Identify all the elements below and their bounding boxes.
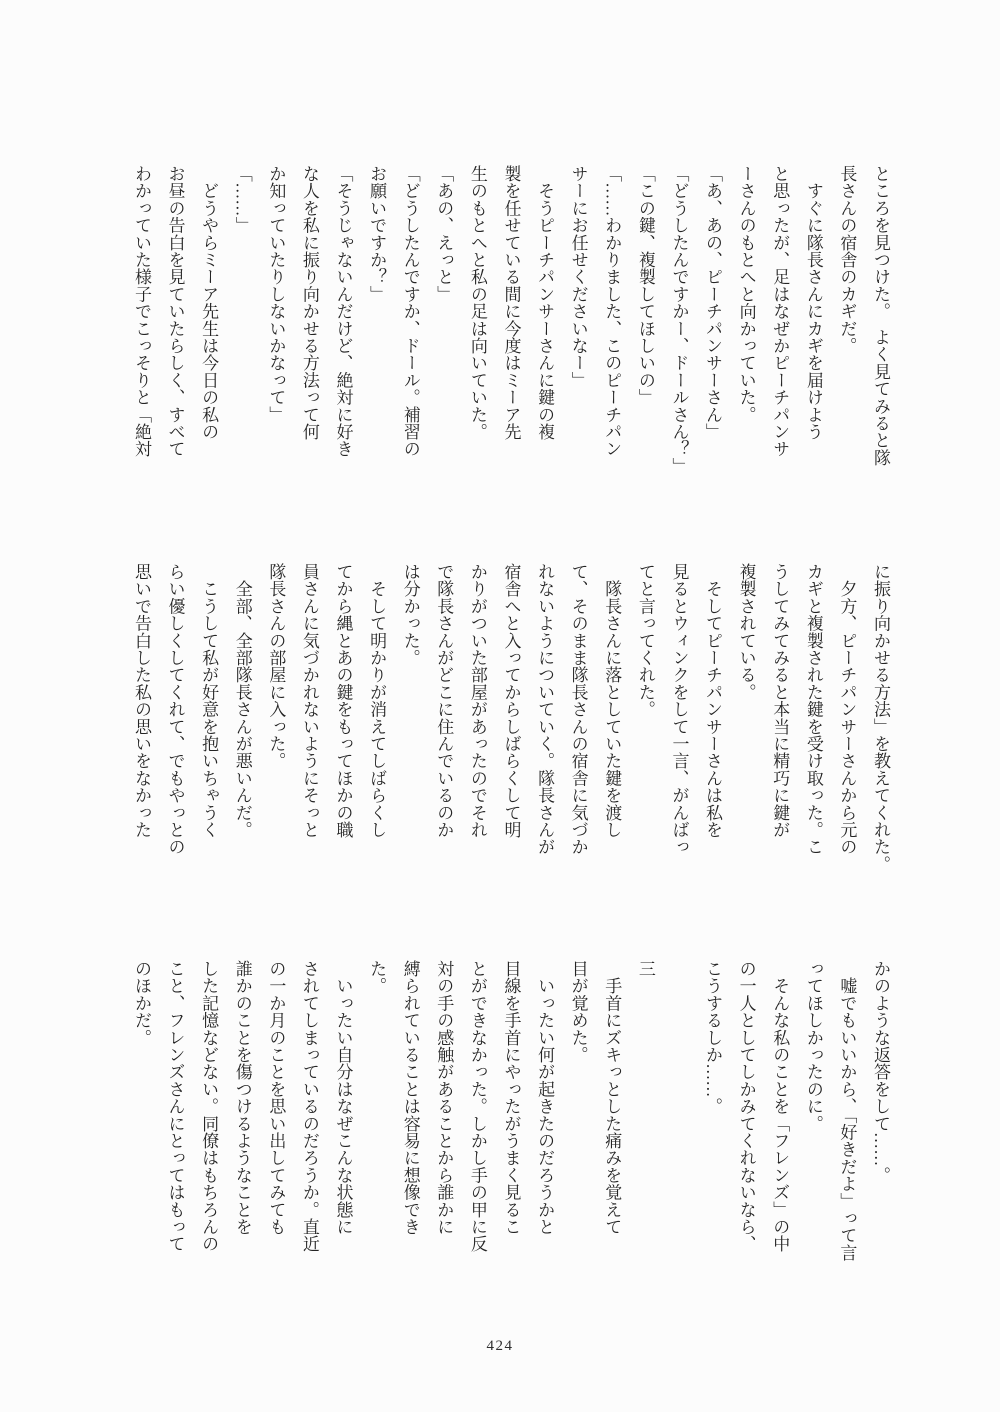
text-column: いったい何が起きたのだろうかと: [535, 960, 555, 1236]
text-column: れないようについていく。隊長さんが: [535, 563, 555, 856]
text-column: うしてみてみると本当に精巧に鍵が: [770, 563, 790, 839]
text-column: されてしまっているのだろうか。直近: [299, 960, 319, 1253]
text-column: のほかだ。: [131, 960, 151, 1046]
text-column: 長さんの宿舎のカギだ。: [837, 165, 857, 355]
text-column: そしてピーチパンサーさんは私を: [703, 563, 723, 839]
text-column: 嘘でもいいから、「好きだよ」って言: [837, 960, 857, 1262]
text-section-2: [100, 563, 897, 903]
text-column: てと言ってくれた。: [635, 563, 655, 718]
text-column: 宿舎へと入ってからしばらくして明: [501, 563, 521, 839]
text-column: 「そうじゃないんだけど、絶対に好き: [333, 165, 353, 458]
text-column: で隊長さんがどこに住んでいるのか: [434, 563, 454, 839]
text-column: に振り向かせる方法」を教えてくれた。: [871, 563, 890, 873]
text-column: 三: [635, 960, 655, 978]
text-column: の一人としてしかみてくれないなら、: [736, 960, 756, 1253]
text-column: 「どうしたんですかー、ドールさん？」: [669, 165, 689, 475]
text-column: た。: [367, 960, 387, 995]
text-column: な人を私に振り向かせる方法って何: [299, 165, 319, 441]
text-column: こと、フレンズさんにとってはもって: [165, 960, 185, 1253]
text-column: の一か月のことを思い出してみても: [266, 960, 286, 1236]
text-column: 目が覚めた。: [568, 960, 588, 1064]
text-column: 複製されている。: [736, 563, 756, 701]
text-column: わかっていた様子でこっそりと「絶対: [131, 165, 151, 458]
text-column: 夕方、ピーチパンサーさんから元の: [837, 563, 857, 856]
text-section-1: [100, 165, 897, 505]
text-column: 誰かのことを傷つけるようなことを: [232, 960, 252, 1236]
page-number: 424: [486, 1338, 514, 1354]
text-column: 生のもとへと私の足は向いていた。: [467, 165, 487, 441]
text-column: 「この鍵、複製してほしいの」: [635, 165, 655, 406]
text-column: どうやらミーア先生は今日の私の: [199, 165, 219, 441]
text-column: 隊長さんの部屋に入った。: [266, 563, 286, 770]
text-column: カギと複製された鍵を受け取った。こ: [803, 563, 823, 856]
text-column: か知っていたりしないかなって」: [266, 165, 286, 423]
text-column: かりがついた部屋があったのでそれ: [467, 563, 487, 839]
text-column: 「どうしたんですか、ドール。補習の: [400, 165, 420, 458]
text-column: お願いですか？」: [367, 165, 387, 303]
text-column: とができなかった。しかし手の甲に反: [467, 960, 487, 1253]
text-column: サーにお任せくださいなー」: [568, 165, 588, 389]
text-column: した記憶などない。同僚はもちろんの: [199, 960, 219, 1253]
text-column: 手首にズキっとした痛みを覚えて: [602, 960, 622, 1236]
text-column: 全部、全部隊長さんが悪いんだ。: [232, 563, 252, 839]
text-column: かのような返答をして……。: [871, 960, 890, 1184]
text-column: そんな私のことを「フレンズ」の中: [770, 960, 790, 1253]
text-column: と思ったが、足はなぜかピーチパンサ: [770, 165, 790, 458]
text-column: いったい自分はなぜこんな状態に: [333, 960, 353, 1236]
text-column: [662, 960, 696, 1300]
text-column: そうピーチパンサーさんに鍵の複: [535, 165, 555, 441]
text-column: てから縄とあの鍵をもってほかの職: [333, 563, 353, 839]
text-column: らい優しくしてくれて、でもやっとの: [165, 563, 185, 856]
text-column: お昼の告白を見ていたらしく、すべて: [165, 165, 185, 458]
text-column: は分かった。: [400, 563, 420, 667]
text-column: 「……」: [232, 165, 252, 234]
text-column: 製を任せている間に今度はミーア先: [501, 165, 521, 441]
text-column: 見るとウィンクをして一言、がんばっ: [669, 563, 689, 856]
text-section-3: [100, 960, 897, 1300]
text-column: 縛られていることは容易に想像でき: [400, 960, 420, 1236]
text-column: 「あ、あの、ピーチパンサーさん」: [703, 165, 723, 441]
text-column: 「……わかりました、このピーチパン: [602, 165, 622, 458]
text-column: て、そのまま隊長さんの宿舎に気づか: [568, 563, 588, 856]
text-column: ってほしかったのに。: [803, 960, 823, 1132]
text-column: 「あの、えっと」: [434, 165, 454, 303]
text-column: 対の手の感触があることから誰かに: [434, 960, 454, 1236]
text-column: そして明かりが消えてしばらくし: [367, 563, 387, 839]
text-column: 隊長さんに落としていた鍵を渡し: [602, 563, 622, 839]
text-column: 員さんに気づかれないようにそっと: [299, 563, 319, 839]
text-column: ーさんのもとへと向かっていた。: [736, 165, 756, 423]
text-column: 目線を手首にやったがうまく見るこ: [501, 960, 521, 1236]
text-column: ところを見つけた。 よく見てみると隊: [871, 165, 890, 467]
text-column: こうするしか……。: [703, 960, 723, 1115]
text-column: すぐに隊長さんにカギを届けよう: [803, 165, 823, 441]
text-column: こうして私が好意を抱いちゃうく: [199, 563, 219, 839]
text-column: 思いで告白した私の思いをなかった: [131, 563, 151, 839]
